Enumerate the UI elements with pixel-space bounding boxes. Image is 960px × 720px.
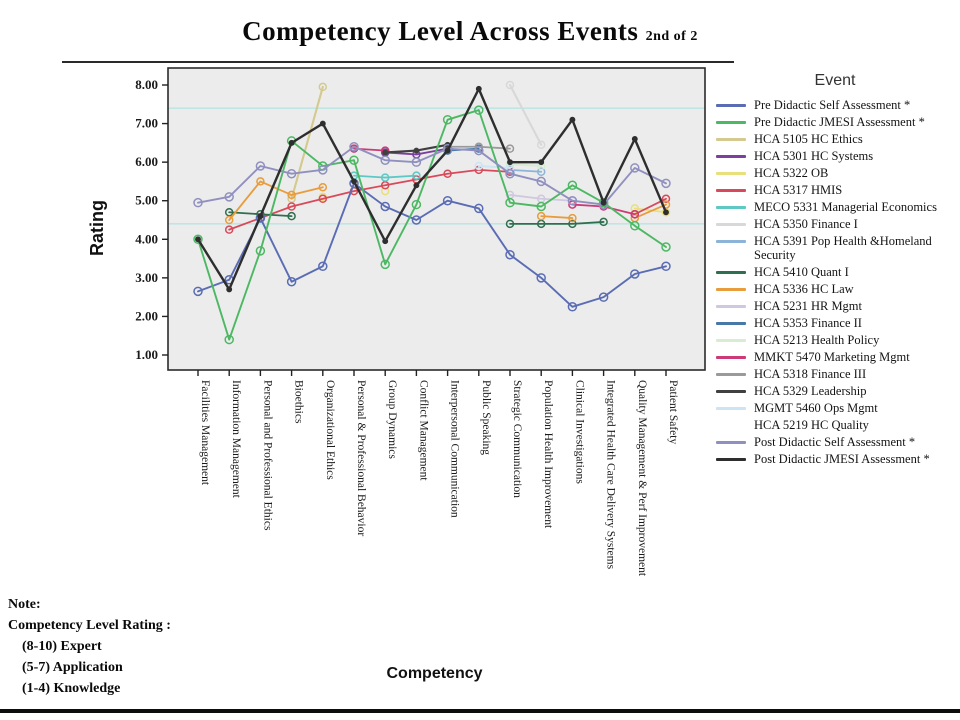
legend-swatch: [716, 223, 746, 226]
legend-label: MMKT 5470 Marketing Mgmt: [754, 350, 910, 364]
legend-label: HCA 5231 HR Mgmt: [754, 299, 863, 313]
note-level-knowledge: (1-4) Knowledge: [22, 681, 121, 696]
bottom-rule: [0, 709, 960, 713]
svg-text:3.00: 3.00: [135, 269, 158, 285]
svg-text:Personal and Professional Ethi: Personal and Professional Ethics: [261, 380, 274, 531]
legend-item: [716, 234, 954, 262]
legend-label: MECO 5331 Managerial Economics: [754, 200, 937, 214]
svg-text:Patient Safety: Patient Safety: [667, 380, 679, 445]
svg-text:7.00: 7.00: [135, 115, 158, 131]
legend-swatch: [716, 390, 746, 393]
note-heading: Note:: [8, 597, 41, 612]
legend-swatch: [716, 322, 746, 325]
legend-item: [716, 367, 954, 381]
legend-label: HCA 5317 HMIS: [754, 183, 843, 197]
event-legend: [716, 72, 954, 469]
svg-text:Rating: Rating: [87, 200, 107, 256]
legend-label: Post Didactic JMESI Assessment *: [754, 452, 930, 466]
legend-label: HCA 5322 OB: [754, 166, 829, 180]
svg-text:Conflict Management: Conflict Management: [417, 380, 430, 481]
legend-item: [716, 98, 954, 112]
legend-swatch: [716, 155, 746, 158]
legend-item: [716, 299, 954, 313]
legend-label: MGMT 5460 Ops Mgmt: [754, 401, 878, 415]
svg-text:Group Dynamics: Group Dynamics: [386, 380, 399, 459]
legend-item: [716, 435, 954, 449]
legend-swatch: [716, 373, 746, 376]
legend-item: [716, 333, 954, 347]
legend-swatch: [716, 407, 746, 410]
note-rating-label: Competency Level Rating :: [8, 618, 171, 633]
legend-label: HCA 5353 Finance II: [754, 316, 862, 330]
legend-label: HCA 5213 Health Policy: [754, 333, 880, 347]
legend-swatch: [716, 172, 746, 175]
legend-swatch: [716, 138, 746, 141]
note-level-application: (5-7) Application: [22, 660, 123, 675]
svg-text:6.00: 6.00: [135, 154, 158, 170]
legend-item: [716, 183, 954, 197]
page-title-text: Competency Level Across Events: [242, 16, 639, 46]
legend-label: HCA 5105 HC Ethics: [754, 132, 863, 146]
svg-text:5.00: 5.00: [135, 192, 158, 208]
legend-item: [716, 200, 954, 214]
svg-text:8.00: 8.00: [135, 77, 158, 93]
svg-text:Organizational Ethics: Organizational Ethics: [323, 380, 336, 480]
legend-swatch: [716, 104, 746, 107]
svg-text:Interpersonal Communication: Interpersonal Communication: [448, 380, 461, 518]
legend-label: HCA 5219 HC Quality: [754, 418, 869, 432]
legend-swatch: [716, 206, 746, 209]
legend-label: HCA 5336 HC Law: [754, 282, 854, 296]
note-level-expert: (8-10) Expert: [22, 639, 102, 654]
legend-items: [716, 98, 954, 466]
legend-label: HCA 5391 Pop Health &Homeland Security: [754, 234, 932, 262]
legend-swatch: [716, 240, 746, 243]
svg-text:Facilities Management: Facilities Management: [199, 380, 211, 486]
legend-label: HCA 5301 HC Systems: [754, 149, 874, 163]
svg-text:Competency: Competency: [386, 665, 483, 682]
legend-item: [716, 115, 954, 129]
legend-label: Pre Didactic Self Assessment *: [754, 98, 911, 112]
legend-swatch: [716, 305, 746, 308]
svg-text:Integrated Health Care Deliver: Integrated Health Care Delivery Systems: [604, 380, 617, 570]
legend-swatch: [716, 288, 746, 291]
legend-item: [716, 316, 954, 330]
legend-item: [716, 132, 954, 146]
legend-swatch: [716, 458, 746, 461]
legend-swatch: [716, 271, 746, 274]
legend-swatch: [716, 424, 746, 427]
legend-item: [716, 350, 954, 364]
svg-text:4.00: 4.00: [135, 231, 158, 247]
legend-swatch: [716, 339, 746, 342]
legend-swatch: [716, 189, 746, 192]
legend-label: HCA 5410 Quant I: [754, 265, 849, 279]
svg-text:Public Speaking: Public Speaking: [479, 380, 492, 456]
legend-item: [716, 384, 954, 398]
legend-label: Post Didactic Self Assessment *: [754, 435, 916, 449]
svg-text:Bioethics: Bioethics: [292, 380, 305, 424]
legend-swatch: [716, 356, 746, 359]
svg-text:Information Management: Information Management: [230, 380, 243, 498]
legend-item: [716, 265, 954, 279]
legend-label: HCA 5350 Finance I: [754, 217, 858, 231]
legend-label: HCA 5329 Leadership: [754, 384, 867, 398]
legend-swatch: [716, 441, 746, 444]
legend-item: [716, 401, 954, 415]
svg-text:Strategic Communication: Strategic Communication: [511, 380, 523, 498]
svg-text:Population Health Improvement: Population Health Improvement: [542, 380, 555, 529]
legend-item: [716, 418, 954, 432]
svg-text:2.00: 2.00: [135, 308, 158, 324]
page-title-suffix: 2nd of 2: [645, 29, 698, 44]
svg-text:Personal & Professional Behavi: Personal & Professional Behavior: [355, 380, 367, 537]
legend-item: [716, 149, 954, 163]
legend-swatch: [716, 121, 746, 124]
legend-label: Pre Didactic JMESI Assessment *: [754, 115, 925, 129]
svg-text:Quality Management & Perf Impr: Quality Management & Perf Improvement: [635, 380, 648, 577]
legend-label: HCA 5318 Finance III: [754, 367, 867, 381]
legend-item: [716, 452, 954, 466]
svg-text:Clinical Investigations: Clinical Investigations: [573, 380, 586, 484]
legend-item: [716, 282, 954, 296]
legend-item: [716, 166, 954, 180]
svg-text:1.00: 1.00: [135, 347, 158, 362]
legend-item: [716, 217, 954, 231]
legend-title: Event: [814, 72, 856, 89]
note: [8, 594, 171, 699]
